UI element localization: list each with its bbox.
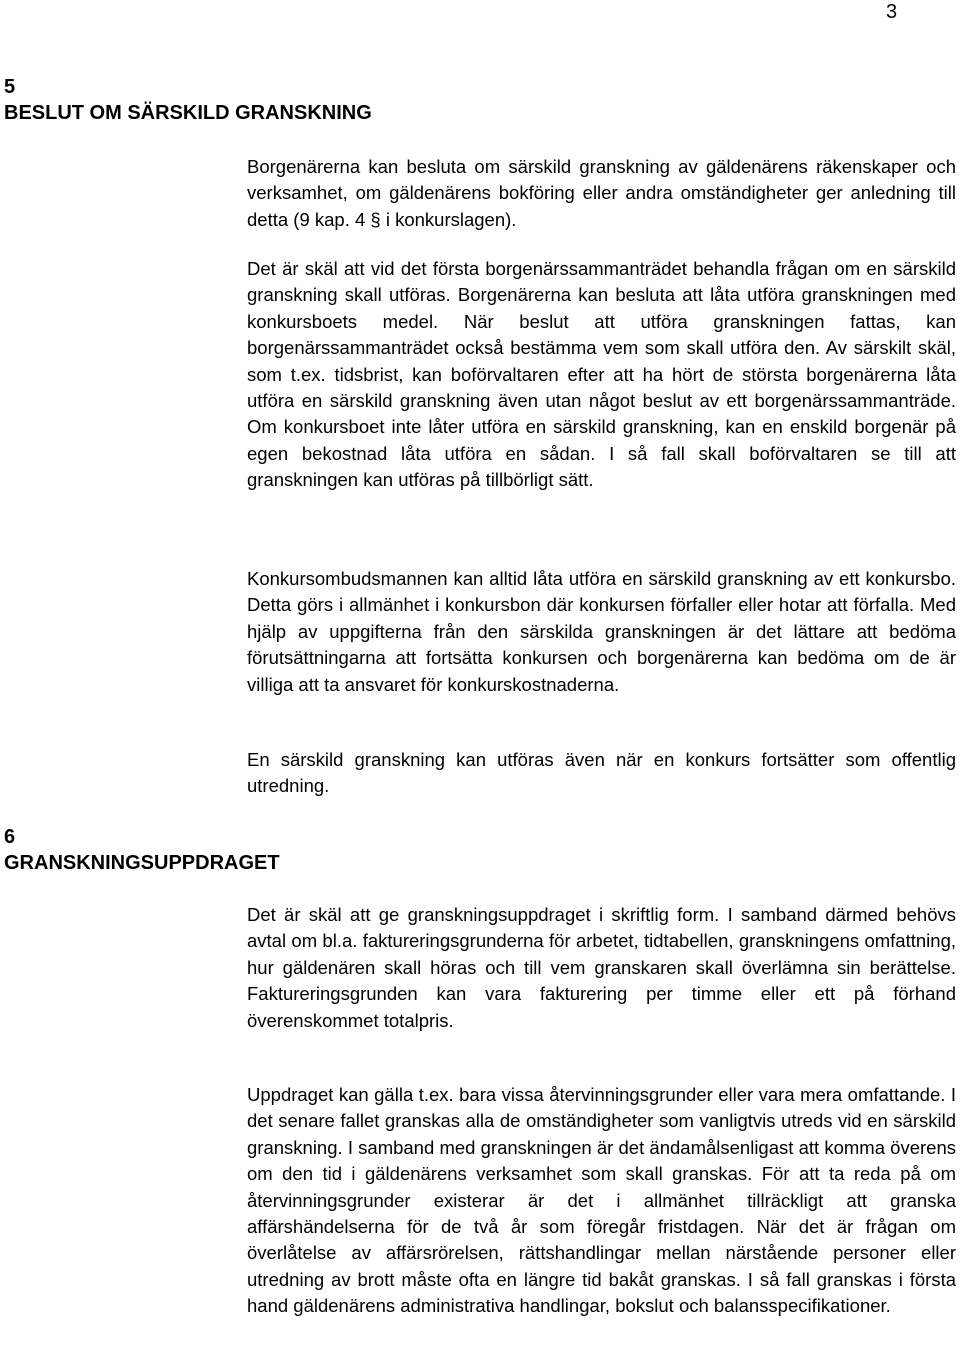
section-5-number: 5 [4,76,16,98]
section-6-paragraph-2: Uppdraget kan gälla t.ex. bara vissa återvinningsgrunder eller vara mera omfattande. I det senare fallet granskas alla de omständigheter som vanligtvis utreds vid en särskild granskning. I samband med granskningen är det ändamålsenligast att komma överens om den tid i gäldenärens verksamhet som skall granskas. För att ta reda på om återvinningsgrunder existerar är det i allmänhet tillräckligt att granska affärshändelserna för de två år som föregår fristdagen. När det är frågan om överlåtelse av affärsrörelsen, rättshandlingar mellan närstående personer eller utredning av brott måste ofta en längre tid bakåt granskas. I så fall granskas i första hand gäldenärens administrativa handlingar, bokslut och balansspecifikationer. [247,1084,956,1317]
section-6-heading [4,824,280,876]
section-5-title: BESLUT OM SÄRSKILD GRANSKNING [4,102,372,124]
section-5-paragraph-3: Konkursombudsmannen kan alltid låta utföra en särskild granskning av ett konkursbo. Detta görs i allmänhet i konkursbon där konkursen förfaller eller hotar att förfalla. Med hjälp av uppgifterna från den särskilda granskningen är det lättare att bedöma förutsättningarna att fortsätta konkursen och borgenärerna kan bedöma om de är villiga att ta ansvaret för konkurskostnaderna. [247,568,956,695]
section-6-title: GRANSKNINGSUPPDRAGET [4,852,280,874]
section-6-number: 6 [4,826,16,848]
section-5-heading [4,74,372,126]
section-5-paragraph-2: Det är skäl att vid det första borgenärssammanträdet behandla frågan om en särskild granskning skall utföras. Borgenärerna kan besluta att låta utföra granskningen med konkursboets medel. När beslut att utföra granskningen fattas, kan borgenärssammanträdet också bestämma vem som skall utföra den. Av särskilt skäl, som t.ex. tidsbrist, kan boförvaltaren efter att ha hört de största borgenärerna låta utföra en särskild granskning även utan något beslut av ett borgenärssammanträde. Om konkursboet inte låter utföra en särskild granskning, kan en enskild borgenär på egen bekostnad låta utföra en sådan. I så fall skall boförvaltaren se till att granskningen kan utföras på tillbörligt sätt. [247,258,956,491]
section-6-paragraph-1: Det är skäl att ge granskningsuppdraget i skriftlig form. I samband därmed behövs avtal om bl.a. faktureringsgrunderna för arbetet, tidtabellen, granskningens omfattning, hur gäldenären skall höras och till vem granskaren skall överlämna sin berättelse. Faktureringsgrunden kan vara fakturering per timme eller ett på förhand överenskommet totalpris. [247,904,956,1031]
section-5-paragraph-1: Borgenärerna kan besluta om särskild granskning av gäldenärens räkenskaper och verksamhet, om gäldenärens bokföring eller andra omständigheter ger anledning till detta (9 kap. 4 § i konkurslagen). [247,156,956,230]
page-number: 3 [886,1,898,23]
section-5-paragraph-4: En särskild granskning kan utföras även när en konkurs fortsätter som offentlig utredning. [247,749,956,797]
